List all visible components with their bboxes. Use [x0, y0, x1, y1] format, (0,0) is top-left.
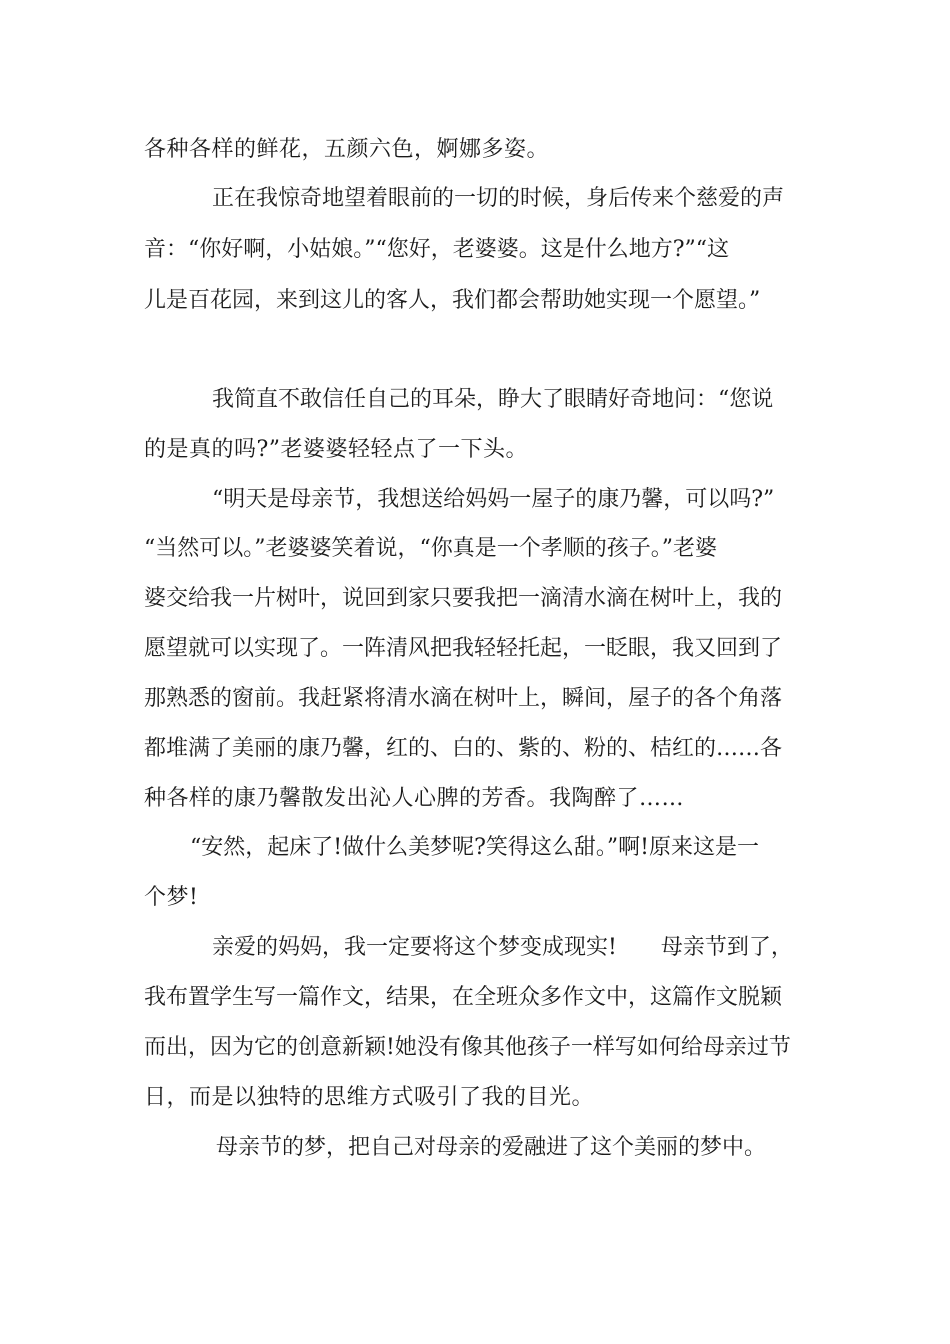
text-line-14: “安然，起床了!做什么美梦呢?笑得这么甜。”啊!原来这是一: [190, 835, 759, 860]
text-line-10: 愿望就可以实现了。一阵清风把我轻轻托起，一眨眼，我又回到了: [144, 636, 783, 661]
text-line-1: 各种各样的鲜花，五颜六色，婀娜多姿。: [144, 137, 550, 162]
text-line-9: 婆交给我一片树叶，说回到家只要我把一滴清水滴在树叶上，我的: [144, 586, 783, 611]
text-line-15: 个梦!: [144, 885, 199, 910]
text-line-20: 母亲节的梦，把自己对母亲的爱融进了这个美丽的梦中。: [216, 1135, 767, 1160]
text-line-2: 正在我惊奇地望着眼前的一切的时候，身后传来个慈爱的声: [212, 186, 785, 211]
text-line-6: 的是真的吗?”老婆婆轻轻点了一下头。: [144, 437, 529, 462]
text-line-8: “当然可以。”老婆婆笑着说，“你真是一个孝顺的孩子。”老婆: [144, 536, 717, 561]
text-line-4: 儿是百花园，来到这儿的客人，我们都会帮助她实现一个愿望。”: [144, 288, 761, 313]
text-line-13: 种各样的康乃馨散发出沁人心脾的芳香。我陶醉了……: [144, 786, 685, 811]
text-line-11: 那熟悉的窗前。我赶紧将清水滴在树叶上，瞬间，屋子的各个角落: [144, 686, 783, 711]
text-line-19: 日，而是以独特的思维方式吸引了我的目光。: [144, 1085, 595, 1110]
text-line-17: 我布置学生写一篇作文，结果，在全班众多作文中，这篇作文脱颖: [144, 985, 783, 1010]
text-line-18: 而出，因为它的创意新颖!她没有像其他孩子一样写如何给母亲过节: [144, 1035, 791, 1060]
text-line-5: 我简直不敢信任自己的耳朵，睁大了眼睛好奇地问：“您说: [212, 387, 774, 412]
text-line-3: 音：“你好啊，小姑娘。”“您好，老婆婆。这是什么地方?”“这: [144, 237, 730, 262]
text-line-7: “明天是母亲节，我想送给妈妈一屋子的康乃馨，可以吗?”: [212, 487, 775, 512]
text-line-16: 亲爱的妈妈，我一定要将这个梦变成现实! 母亲节到了，: [212, 935, 793, 960]
text-line-12: 都堆满了美丽的康乃馨，红的、白的、紫的、粉的、桔红的……各: [144, 736, 783, 761]
